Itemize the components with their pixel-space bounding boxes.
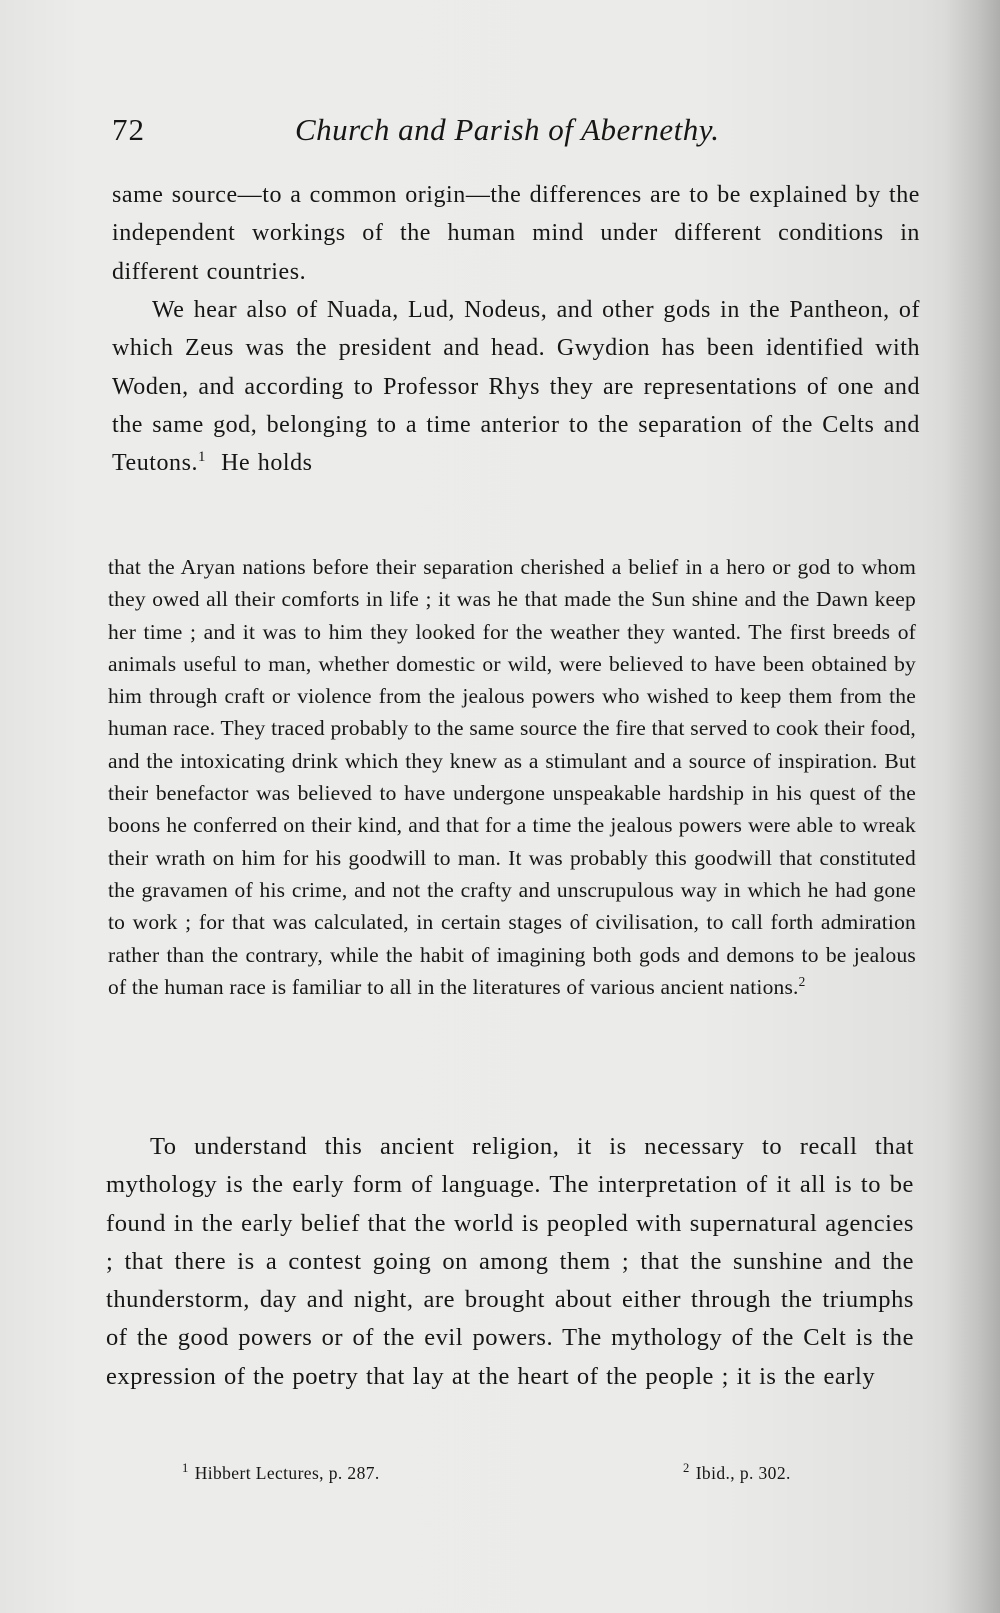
footnote-ref-2: 2 xyxy=(798,973,806,989)
paragraph-3-text: To understand this ancient religion, it is necessary to recall that mythology is the early form of language. The interpretation of it all is to be found in the early belief that the world is peopled with supernatural agencies ; that there is a contest going on among them ; that the sunshine and the thunderstorm, day and night, are brought about either through the triumphs of the good powers or of the evil powers. The mythology of the Celt is the expression of the poetry that lay at the heart of the people ; it is the early xyxy=(106,1133,914,1390)
paragraph-2 xyxy=(112,291,920,482)
footnote-1-number: 1 xyxy=(182,1461,189,1476)
footnote-ref-1: 1 xyxy=(198,449,207,466)
footnote-2-text: Ibid., p. 302. xyxy=(695,1463,791,1483)
paragraph-2-text: We hear also of Nuada, Lud, Nodeus, and other gods in the Pantheon, of which Zeus was the president and head. Gwydion has been identified with Woden, and according to Professor Rhys they are representations of one and the same god, belonging to a time anterior to the separation of the Celts and Teutons. xyxy=(112,297,920,477)
page-edge-shadow xyxy=(945,0,1000,1613)
page-header xyxy=(112,112,912,156)
block-quote-text: that the Aryan nations before their separation cherished a belief in a hero or god to whom they owed all their comforts in life ; it was he that made the Sun shine and the Dawn keep her time ; and it was to him they looked for the weather they wanted. The first breeds of animals useful to man, whether domestic or wild, were believed to have been obtained by him through craft or violence from the jealous powers who wished to keep them from the human race. They traced probably to the same source the fire that served to cook their food, and the intoxicating drink which they knew as a stimulant and a source of inspiration. But their benefactor was believed to have undergone unspeakable hardship in his quest of the boons he conferred on their kind, and that for a time the jealous powers were able to wreak their wrath on him for his goodwill to man. It was probably this goodwill that constituted the gravamen of his crime, and not the crafty and unscrupulous way in which he had gone to work ; for that was calculated, in certain stages of civilisation, to call forth admiration rather than the contrary, while the habit of imagining both gods and demons to be jealous of the human race is familiar to all in the literatures of various ancient nations. xyxy=(108,555,916,999)
paragraph-1 xyxy=(112,176,920,291)
page-number: 72 xyxy=(112,112,145,147)
footnote-2 xyxy=(683,1463,791,1484)
paragraph-2-tail: He holds xyxy=(221,450,313,477)
footnote-1-text: Hibbert Lectures, p. 287. xyxy=(194,1463,380,1483)
footnote-2-number: 2 xyxy=(683,1461,690,1476)
footnote-1 xyxy=(182,1463,380,1484)
block-quote xyxy=(108,551,916,1003)
running-title: Church and Parish of Abernethy. xyxy=(295,112,720,147)
paragraph-3 xyxy=(106,1128,914,1396)
paragraph-1-text: same source—to a common origin—the differences are to be explained by the independent workings of the human mind under different conditions in different countries. xyxy=(112,182,920,285)
